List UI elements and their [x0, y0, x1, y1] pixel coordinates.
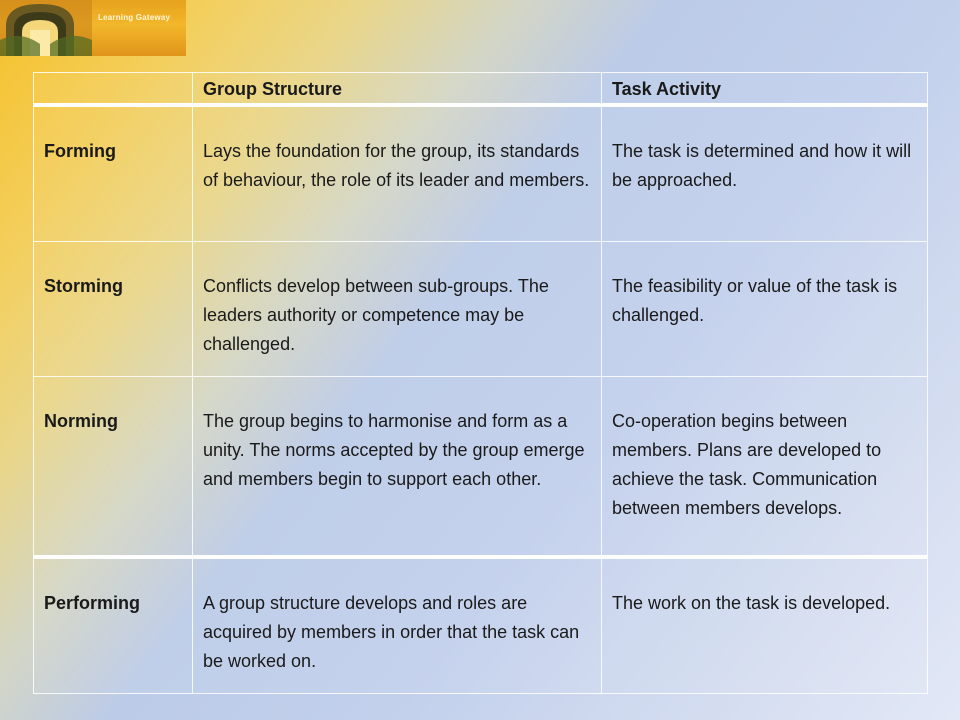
- group-structure-cell: Lays the foundation for the group, its standards of behaviour, the role of its leader and members.: [193, 105, 602, 242]
- table-row-storming: [34, 242, 928, 377]
- table-row-norming: [34, 377, 928, 558]
- task-activity-cell: Co-operation begins between members. Plans are developed to achieve the task. Communication between members develops.: [602, 377, 928, 558]
- table-row-forming: [34, 105, 928, 242]
- task-activity-cell: The work on the task is developed.: [602, 557, 928, 694]
- table-header-row: [34, 73, 928, 106]
- group-development-table: [33, 72, 928, 694]
- stage-label: Storming: [34, 242, 193, 377]
- header-task-activity: Task Activity: [602, 73, 928, 106]
- logo-text: Learning Gateway: [98, 13, 171, 22]
- stage-label: Performing: [34, 557, 193, 694]
- table-row-performing: [34, 557, 928, 694]
- group-structure-cell: A group structure develops and roles are acquired by members in order that the task can be worked on.: [193, 557, 602, 694]
- stage-label: Norming: [34, 377, 193, 558]
- group-structure-cell: Conflicts develop between sub-groups. The leaders authority or competence may be challenged.: [193, 242, 602, 377]
- task-activity-cell: The task is determined and how it will be approached.: [602, 105, 928, 242]
- task-activity-cell: The feasibility or value of the task is challenged.: [602, 242, 928, 377]
- header-group-structure: Group Structure: [193, 73, 602, 106]
- gateway-arch-icon: [0, 0, 186, 56]
- stage-label: Forming: [34, 105, 193, 242]
- group-structure-cell: The group begins to harmonise and form as a unity. The norms accepted by the group emerge and members begin to support each other.: [193, 377, 602, 558]
- header-empty-cell: [34, 73, 193, 106]
- learning-gateway-logo: [0, 0, 186, 56]
